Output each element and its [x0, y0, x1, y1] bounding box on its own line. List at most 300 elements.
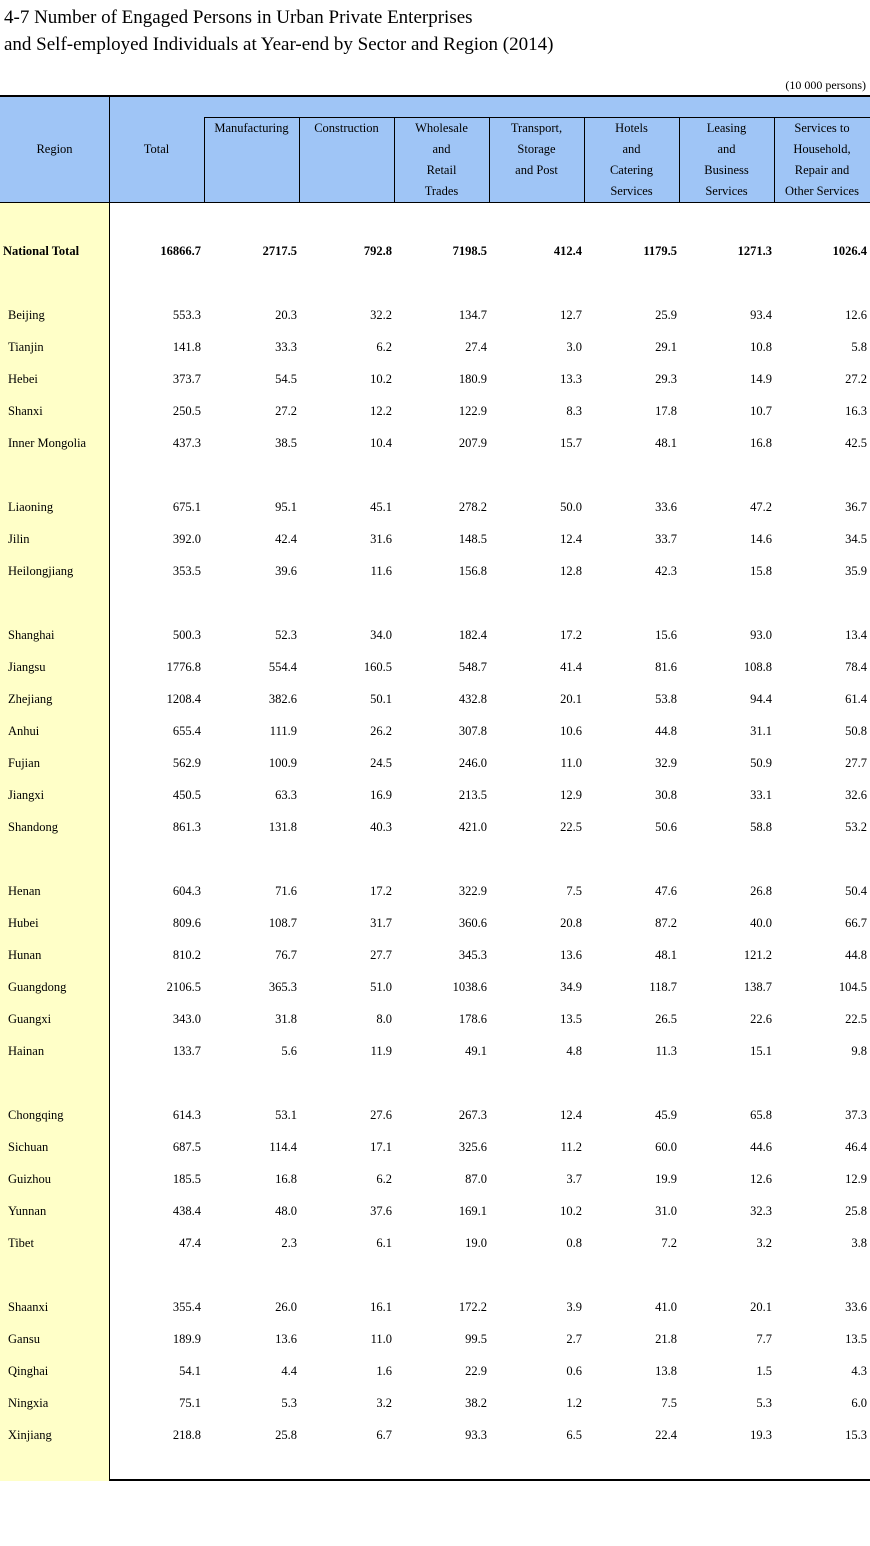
- table-cell: 24.5: [370, 756, 392, 770]
- region-name: Hunan: [8, 948, 42, 962]
- table-row: [0, 881, 870, 901]
- table-row: [0, 1041, 870, 1061]
- table-cell: 437.3: [172, 436, 201, 450]
- table-cell: 4.3: [851, 1364, 867, 1378]
- table-cell: 50.4: [845, 884, 867, 898]
- table-cell: 7.5: [661, 1396, 677, 1410]
- table-cell: 50.8: [845, 724, 867, 738]
- table-cell: 218.8: [172, 1428, 201, 1442]
- table-cell: 87.0: [465, 1172, 487, 1186]
- table-cell: 66.7: [845, 916, 867, 930]
- table-cell: 35.9: [845, 564, 867, 578]
- table-cell: 156.8: [458, 564, 487, 578]
- region-name: Guangdong: [8, 980, 67, 994]
- table-cell: 93.0: [750, 628, 772, 642]
- table-cell: 4.4: [281, 1364, 297, 1378]
- table-cell: 31.1: [750, 724, 772, 738]
- region-name: Xinjiang: [8, 1428, 52, 1442]
- table-cell: 355.4: [172, 1300, 201, 1314]
- table-cell: 12.7: [560, 308, 582, 322]
- table-cell: 6.0: [851, 1396, 867, 1410]
- table-cell: 53.8: [655, 692, 677, 706]
- table-cell: 392.0: [172, 532, 201, 546]
- table-cell: 32.6: [845, 788, 867, 802]
- table-cell: 19.0: [465, 1236, 487, 1250]
- table-cell: 138.7: [743, 980, 772, 994]
- table-cell: 7198.5: [452, 244, 487, 258]
- table-row: [0, 625, 870, 645]
- table-cell: 49.1: [465, 1044, 487, 1058]
- table-cell: 353.5: [172, 564, 201, 578]
- table-cell: 9.8: [851, 1044, 867, 1058]
- table-cell: 104.5: [838, 980, 867, 994]
- table-cell: 38.5: [275, 436, 297, 450]
- table-cell: 21.8: [655, 1332, 677, 1346]
- table-row: [0, 337, 870, 357]
- table-cell: 118.7: [649, 980, 677, 994]
- table-cell: 13.4: [845, 628, 867, 642]
- table-cell: 6.2: [376, 1172, 392, 1186]
- region-name: Guizhou: [8, 1172, 52, 1186]
- region-name: Inner Mongolia: [8, 436, 87, 450]
- table-cell: 2.3: [281, 1236, 297, 1250]
- table-cell: 27.7: [845, 756, 867, 770]
- table-cell: 13.3: [560, 372, 582, 386]
- table-cell: 12.4: [560, 1108, 582, 1122]
- table-cell: 26.2: [370, 724, 392, 738]
- table-cell: 360.6: [458, 916, 487, 930]
- table-cell: 6.7: [376, 1428, 392, 1442]
- region-name: Shanghai: [8, 628, 55, 642]
- region-name: Sichuan: [8, 1140, 49, 1154]
- table-cell: 1776.8: [166, 660, 201, 674]
- header-services: Services to Household, Repair and Other Services: [785, 121, 859, 198]
- table-cell: 65.8: [750, 1108, 772, 1122]
- table-row: [0, 561, 870, 581]
- table-cell: 5.3: [756, 1396, 772, 1410]
- table-row: [0, 1297, 870, 1317]
- table-cell: 46.4: [845, 1140, 867, 1154]
- region-name: National Total: [3, 244, 80, 258]
- table-cell: 5.6: [281, 1044, 297, 1058]
- table-cell: 5.3: [281, 1396, 297, 1410]
- region-name: Shandong: [8, 820, 58, 834]
- table-row: [0, 1361, 870, 1381]
- table-cell: 20.1: [560, 692, 582, 706]
- region-name: Anhui: [8, 724, 40, 738]
- table-row: [0, 1425, 870, 1445]
- table-cell: 108.7: [268, 916, 297, 930]
- region-name: Guangxi: [8, 1012, 52, 1026]
- region-name: Shaanxi: [8, 1300, 49, 1314]
- region-name: Gansu: [8, 1332, 40, 1346]
- table-cell: 26.0: [275, 1300, 297, 1314]
- table-cell: 48.1: [655, 948, 677, 962]
- table-cell: 26.8: [750, 884, 772, 898]
- table-cell: 81.6: [655, 660, 677, 674]
- table-row: [0, 913, 870, 933]
- table-row: [0, 1201, 870, 1221]
- table-cell: 11.2: [560, 1140, 582, 1154]
- table-cell: 16.9: [370, 788, 392, 802]
- table-cell: 47.6: [655, 884, 677, 898]
- table-cell: 30.8: [655, 788, 677, 802]
- table-cell: 10.6: [560, 724, 582, 738]
- table-cell: 19.3: [750, 1428, 772, 1442]
- table-cell: 8.3: [566, 404, 582, 418]
- table-cell: 14.6: [750, 532, 772, 546]
- table-cell: 134.7: [458, 308, 487, 322]
- header-region: Region: [36, 142, 73, 156]
- table-cell: 33.1: [750, 788, 772, 802]
- table-cell: 1271.3: [737, 244, 772, 258]
- table-cell: 5.8: [851, 340, 867, 354]
- table-cell: 6.1: [376, 1236, 392, 1250]
- table-cell: 27.2: [275, 404, 297, 418]
- table-cell: 325.6: [458, 1140, 487, 1154]
- table-header: [0, 97, 870, 203]
- table-cell: 40.3: [370, 820, 392, 834]
- region-name: Fujian: [8, 756, 40, 770]
- table-cell: 29.3: [655, 372, 677, 386]
- table-cell: 553.3: [172, 308, 201, 322]
- table-row: [0, 689, 870, 709]
- region-name: Liaoning: [8, 500, 54, 514]
- table-cell: 34.5: [845, 532, 867, 546]
- header-hotels: Hotels and Catering Services: [609, 121, 654, 198]
- table-cell: 22.4: [655, 1428, 677, 1442]
- table-cell: 7.2: [661, 1236, 677, 1250]
- table-cell: 121.2: [743, 948, 772, 962]
- table-row: [0, 1393, 870, 1413]
- table-row: [0, 817, 870, 837]
- table-cell: 0.6: [566, 1364, 582, 1378]
- table-cell: 3.2: [756, 1236, 772, 1250]
- table-cell: 6.5: [566, 1428, 582, 1442]
- table-cell: 1179.5: [643, 244, 677, 258]
- table-cell: 604.3: [172, 884, 201, 898]
- table-cell: 1.5: [756, 1364, 772, 1378]
- table-cell: 93.3: [465, 1428, 487, 1442]
- table-cell: 45.9: [655, 1108, 677, 1122]
- table-cell: 99.5: [465, 1332, 487, 1346]
- table-cell: 3.7: [566, 1172, 582, 1186]
- table-cell: 27.6: [370, 1108, 392, 1122]
- table-cell: 548.7: [458, 660, 487, 674]
- table-cell: 31.0: [655, 1204, 677, 1218]
- table-cell: 148.5: [458, 532, 487, 546]
- table-cell: 47.4: [179, 1236, 201, 1250]
- table-cell: 50.0: [560, 500, 582, 514]
- table-cell: 22.5: [560, 820, 582, 834]
- header-sub-rule: [204, 117, 870, 118]
- region-name: Hubei: [8, 916, 39, 930]
- table-cell: 37.3: [845, 1108, 867, 1122]
- table-cell: 54.5: [275, 372, 297, 386]
- table-cell: 207.9: [458, 436, 487, 450]
- table-cell: 32.2: [370, 308, 392, 322]
- table-cell: 17.1: [370, 1140, 392, 1154]
- table-cell: 861.3: [172, 820, 201, 834]
- table-cell: 42.5: [845, 436, 867, 450]
- region-name: Tibet: [8, 1236, 34, 1250]
- table-cell: 42.3: [655, 564, 677, 578]
- table-cell: 13.5: [560, 1012, 582, 1026]
- table-cell: 3.2: [376, 1396, 392, 1410]
- region-name: Tianjin: [8, 340, 44, 354]
- table-cell: 185.5: [172, 1172, 201, 1186]
- table-cell: 278.2: [458, 500, 487, 514]
- table-cell: 63.3: [275, 788, 297, 802]
- table-cell: 61.4: [845, 692, 867, 706]
- region-name: Jiangxi: [8, 788, 45, 802]
- region-column-bg: [0, 203, 109, 1481]
- title-line-1: 4-7 Number of Engaged Persons in Urban Private Enterprises: [4, 7, 473, 28]
- table-cell: 438.4: [172, 1204, 201, 1218]
- table-cell: 12.6: [845, 308, 867, 322]
- table-cell: 345.3: [458, 948, 487, 962]
- table-cell: 111.9: [269, 724, 297, 738]
- region-name: Ningxia: [8, 1396, 49, 1410]
- table-row: [0, 1137, 870, 1157]
- table-cell: 16.1: [370, 1300, 392, 1314]
- table-cell: 3.0: [566, 340, 582, 354]
- table-cell: 41.0: [655, 1300, 677, 1314]
- table-cell: 25.8: [845, 1204, 867, 1218]
- table-cell: 41.4: [560, 660, 582, 674]
- table-cell: 7.7: [756, 1332, 772, 1346]
- table-cell: 13.5: [845, 1332, 867, 1346]
- table-cell: 182.4: [458, 628, 487, 642]
- table-cell: 11.0: [370, 1332, 392, 1346]
- data-table: [0, 95, 870, 1481]
- table-cell: 16.3: [845, 404, 867, 418]
- region-name: Chongqing: [8, 1108, 64, 1122]
- header-wholesale: Wholesale and Retail Trades: [415, 121, 468, 198]
- table-cell: 13.6: [275, 1332, 297, 1346]
- table-cell: 44.8: [655, 724, 677, 738]
- table-cell: 11.0: [560, 756, 582, 770]
- table-cell: 12.2: [370, 404, 392, 418]
- table-cell: 22.5: [845, 1012, 867, 1026]
- table-cell: 10.7: [750, 404, 772, 418]
- table-cell: 382.6: [268, 692, 297, 706]
- table-row: [0, 1329, 870, 1349]
- table-cell: 36.7: [845, 500, 867, 514]
- table-cell: 34.0: [370, 628, 392, 642]
- table-cell: 17.2: [560, 628, 582, 642]
- table-cell: 31.8: [275, 1012, 297, 1026]
- header-construction: Construction: [314, 121, 379, 135]
- table-cell: 13.6: [560, 948, 582, 962]
- header-total: Total: [143, 142, 170, 156]
- table-cell: 31.7: [370, 916, 392, 930]
- table-cell: 133.7: [172, 1044, 201, 1058]
- table-cell: 50.6: [655, 820, 677, 834]
- table-cell: 12.8: [560, 564, 582, 578]
- table-row: [0, 401, 870, 421]
- table-cell: 809.6: [172, 916, 201, 930]
- table-cell: 45.1: [370, 500, 392, 514]
- table-cell: 250.5: [172, 404, 201, 418]
- table-cell: 11.6: [370, 564, 392, 578]
- table-row: [0, 753, 870, 773]
- table-cell: 3.9: [566, 1300, 582, 1314]
- table-cell: 12.4: [560, 532, 582, 546]
- table-cell: 10.8: [750, 340, 772, 354]
- table-cell: 44.8: [845, 948, 867, 962]
- table-cell: 421.0: [458, 820, 487, 834]
- region-name: Yunnan: [8, 1204, 47, 1218]
- table-cell: 189.9: [172, 1332, 201, 1346]
- table-cell: 71.6: [275, 884, 297, 898]
- table-row: [0, 657, 870, 677]
- table-cell: 27.4: [465, 340, 487, 354]
- table-cell: 4.8: [566, 1044, 582, 1058]
- table-cell: 20.8: [560, 916, 582, 930]
- table-cell: 48.0: [275, 1204, 297, 1218]
- table-cell: 39.6: [275, 564, 297, 578]
- table-cell: 1208.4: [166, 692, 201, 706]
- table-cell: 12.6: [750, 1172, 772, 1186]
- table-cell: 17.2: [370, 884, 392, 898]
- region-name: Heilongjiang: [8, 564, 74, 578]
- table-cell: 47.2: [750, 500, 772, 514]
- table-cell: 22.6: [750, 1012, 772, 1026]
- region-name: Hebei: [8, 372, 38, 386]
- table-cell: 53.2: [845, 820, 867, 834]
- table-cell: 267.3: [458, 1108, 487, 1122]
- table-cell: 34.9: [560, 980, 582, 994]
- table-cell: 27.2: [845, 372, 867, 386]
- region-name: Qinghai: [8, 1364, 49, 1378]
- table-cell: 172.2: [458, 1300, 487, 1314]
- table-cell: 1.6: [376, 1364, 392, 1378]
- table-cell: 25.9: [655, 308, 677, 322]
- table-cell: 675.1: [172, 500, 201, 514]
- table-cell: 37.6: [370, 1204, 392, 1218]
- table-cell: 40.0: [750, 916, 772, 930]
- table-cell: 307.8: [458, 724, 487, 738]
- title-line-2: and Self-employed Individuals at Year-end by Sector and Region (2014): [4, 34, 554, 55]
- header-transport: Transport, Storage and Post: [510, 121, 563, 177]
- table-row: [0, 1009, 870, 1029]
- table-row: [0, 945, 870, 965]
- table-cell: 15.6: [655, 628, 677, 642]
- table-cell: 14.9: [750, 372, 772, 386]
- table-row: [0, 1233, 870, 1253]
- table-cell: 31.6: [370, 532, 392, 546]
- table-cell: 12.9: [845, 1172, 867, 1186]
- table-cell: 8.0: [376, 1012, 392, 1026]
- header-leasing: Leasing and Business Services: [704, 121, 749, 198]
- table-cell: 58.8: [750, 820, 772, 834]
- table-cell: 54.1: [179, 1364, 201, 1378]
- table-cell: 15.3: [845, 1428, 867, 1442]
- table-cell: 562.9: [172, 756, 201, 770]
- table-cell: 11.3: [655, 1044, 677, 1058]
- table-cell: 11.9: [370, 1044, 392, 1058]
- table-cell: 60.0: [655, 1140, 677, 1154]
- region-name: Jiangsu: [8, 660, 46, 674]
- region-name: Henan: [8, 884, 41, 898]
- table-cell: 20.1: [750, 1300, 772, 1314]
- table-cell: 365.3: [268, 980, 297, 994]
- table-cell: 246.0: [458, 756, 487, 770]
- table-cell: 52.3: [275, 628, 297, 642]
- table-cell: 1038.6: [452, 980, 487, 994]
- table-cell: 22.9: [465, 1364, 487, 1378]
- table-cell: 373.7: [172, 372, 201, 386]
- unit-label: (10 000 persons): [785, 78, 866, 92]
- table-cell: 13.8: [655, 1364, 677, 1378]
- table-cell: 48.1: [655, 436, 677, 450]
- table-cell: 15.8: [750, 564, 772, 578]
- table-cell: 412.4: [553, 244, 582, 258]
- table-cell: 322.9: [458, 884, 487, 898]
- table-cell: 16866.7: [160, 244, 201, 258]
- table-cell: 100.9: [268, 756, 297, 770]
- table-cell: 16.8: [275, 1172, 297, 1186]
- table-cell: 1026.4: [832, 244, 867, 258]
- table-cell: 1.2: [566, 1396, 582, 1410]
- table-cell: 33.3: [275, 340, 297, 354]
- table-cell: 0.8: [566, 1236, 582, 1250]
- table-cell: 20.3: [275, 308, 297, 322]
- table-row: [0, 497, 870, 517]
- table-cell: 93.4: [750, 308, 772, 322]
- table-cell: 432.8: [458, 692, 487, 706]
- table-row: [0, 369, 870, 389]
- table-cell: 687.5: [172, 1140, 201, 1154]
- table-title: [4, 4, 864, 58]
- table-cell: 15.7: [560, 436, 582, 450]
- table-cell: 95.1: [275, 500, 297, 514]
- header-manufacturing: Manufacturing: [214, 121, 289, 135]
- table-cell: 50.1: [370, 692, 392, 706]
- table-cell: 6.2: [376, 340, 392, 354]
- table-cell: 655.4: [172, 724, 201, 738]
- table-cell: 2717.5: [262, 244, 297, 258]
- table-cell: 50.9: [750, 756, 772, 770]
- table-cell: 17.8: [655, 404, 677, 418]
- table-cell: 114.4: [269, 1140, 297, 1154]
- table-cell: 554.4: [268, 660, 297, 674]
- table-cell: 2106.5: [166, 980, 201, 994]
- table-cell: 213.5: [458, 788, 487, 802]
- table-cell: 32.3: [750, 1204, 772, 1218]
- table-cell: 450.5: [172, 788, 201, 802]
- table-cell: 3.8: [851, 1236, 867, 1250]
- table-cell: 32.9: [655, 756, 677, 770]
- table-cell: 27.7: [370, 948, 392, 962]
- table-cell: 12.9: [560, 788, 582, 802]
- table-cell: 614.3: [172, 1108, 201, 1122]
- table-cell: 75.1: [179, 1396, 201, 1410]
- table-cell: 10.2: [370, 372, 392, 386]
- table-row: [0, 977, 870, 997]
- table-cell: 2.7: [566, 1332, 582, 1346]
- region-name: Zhejiang: [8, 692, 53, 706]
- table-cell: 38.2: [465, 1396, 487, 1410]
- table-cell: 42.4: [275, 532, 297, 546]
- table-cell: 33.6: [655, 500, 677, 514]
- table-row: [0, 785, 870, 805]
- table-cell: 33.7: [655, 532, 677, 546]
- table-cell: 10.2: [560, 1204, 582, 1218]
- table-cell: 16.8: [750, 436, 772, 450]
- table-cell: 108.8: [743, 660, 772, 674]
